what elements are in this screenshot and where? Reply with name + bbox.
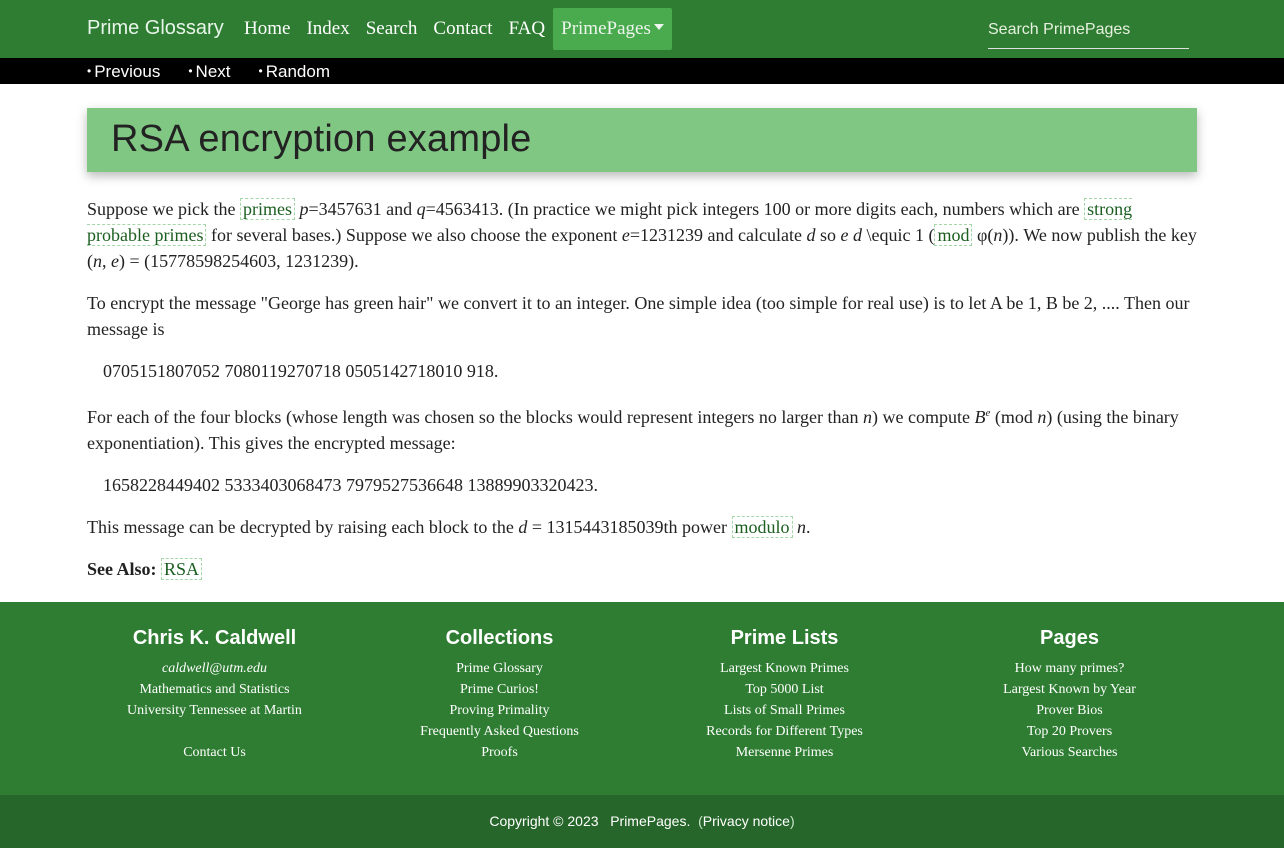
text: =1231239 and calculate: [629, 225, 807, 245]
superscript-e: e: [985, 407, 991, 419]
var-p: p: [299, 199, 309, 219]
footer-col-collections: [372, 626, 627, 763]
var-d: d: [806, 225, 816, 245]
text: ,: [102, 251, 111, 271]
footer-link[interactable]: Various Searches: [1021, 745, 1118, 760]
paren: (: [698, 813, 703, 829]
primepages-link[interactable]: PrimePages: [610, 813, 687, 829]
copyright-text: Copyright © 2023: [489, 813, 599, 829]
privacy-notice-link[interactable]: Privacy notice: [702, 813, 790, 829]
previous-link[interactable]: [87, 59, 160, 84]
page-title: RSA encryption example: [111, 118, 532, 160]
glossary-link-mod[interactable]: mod: [934, 224, 972, 246]
footer-col-title: Pages: [1040, 627, 1099, 649]
author-university: University Tennessee at Martin: [127, 703, 302, 718]
text: Suppose we pick the: [87, 199, 240, 219]
var-n: n: [862, 407, 872, 427]
footer-link[interactable]: Mersenne Primes: [735, 745, 834, 760]
caret-down-icon: [654, 24, 664, 30]
footer-col-prime-lists: [657, 626, 912, 763]
nav-index[interactable]: Index: [306, 18, 350, 39]
text: For each of the four blocks (whose length was chosen so the blocks would represent integers no larger than: [87, 407, 863, 427]
author-dept: Mathematics and Statistics: [139, 682, 290, 697]
copyright-bar: [0, 795, 1284, 848]
secondary-navbar: [0, 58, 1284, 84]
top-navbar: [0, 0, 1284, 58]
author-email-link[interactable]: caldwell@utm.edu: [161, 661, 268, 676]
footer-col-title: Collections: [445, 627, 554, 649]
footer-link[interactable]: How many primes?: [1014, 661, 1125, 676]
encrypted-blocks: 1658228449402 5333403068473 7979527536648 13889903320423.: [103, 475, 598, 495]
title-card: [87, 108, 1197, 172]
search-input[interactable]: [988, 16, 1189, 44]
paragraph-encode-message: To encrypt the message "George has green hair" we convert it to an integer. One simple idea (too simple for real use) is to let A be 1, B be 2, .... Then our message is: [87, 293, 1190, 339]
bullet-icon: •: [87, 64, 92, 78]
var-n: n: [993, 225, 1003, 245]
footer-col-author: [87, 626, 342, 763]
bullet-icon: •: [258, 64, 263, 78]
contact-us-link[interactable]: Contact Us: [183, 745, 246, 760]
footer-link[interactable]: Proofs: [481, 745, 518, 760]
text: (mod: [990, 407, 1038, 427]
text: =3457631 and: [308, 199, 417, 219]
text: =4563413. (In practice we might pick integers 100 or more digits each, numbers which are: [425, 199, 1085, 219]
main-content: [87, 196, 1197, 598]
footer-link[interactable]: Top 5000 List: [745, 682, 824, 697]
nav-links: [236, 8, 672, 50]
var-q: q: [416, 199, 426, 219]
paragraph-key-setup: [87, 196, 1197, 274]
text: \equic 1 (: [861, 225, 935, 245]
text: ) (using the binary exponentiation). This gives the encrypted message:: [87, 407, 1179, 453]
footer-col-title: Prime Lists: [730, 627, 839, 649]
nav-contact[interactable]: Contact: [433, 18, 493, 39]
footer-link[interactable]: Prime Glossary: [456, 661, 543, 676]
var-d: d: [852, 225, 862, 245]
previous-label: Previous: [94, 62, 161, 81]
plaintext-blocks: 0705151807052 7080119270718 0505142718010 918.: [103, 361, 499, 381]
footer-link[interactable]: Frequently Asked Questions: [420, 724, 579, 739]
var-e: e: [840, 225, 849, 245]
footer-link[interactable]: Prover Bios: [1036, 703, 1103, 718]
text: φ(: [972, 225, 994, 245]
text: )). We now publish the key (: [87, 225, 1197, 271]
var-e: e: [621, 225, 630, 245]
next-link[interactable]: [188, 59, 230, 84]
nav-search[interactable]: Search: [365, 18, 418, 39]
footer-link[interactable]: Largest Known Primes: [720, 661, 849, 676]
text: .: [686, 813, 699, 829]
text: for several bases.) Suppose we also choose the exponent: [206, 225, 622, 245]
next-label: Next: [195, 62, 231, 81]
glossary-link-modulo[interactable]: modulo: [732, 516, 793, 538]
footer-link[interactable]: Prime Curios!: [460, 682, 539, 697]
see-also-label: See Also:: [87, 559, 157, 579]
glossary-link-strong-probable-primes[interactable]: strong probable primes: [87, 199, 1133, 245]
text: = 1315443185039th power: [527, 517, 732, 537]
text: ) = (15778598254603, 1231239).: [119, 251, 359, 271]
footer-link[interactable]: Largest Known by Year: [1003, 682, 1136, 697]
see-also: [87, 556, 1197, 582]
var-n: n: [797, 517, 807, 537]
var-e: e: [111, 251, 119, 271]
footer-col-pages: [942, 626, 1197, 763]
paragraph-decrypt: [87, 514, 1197, 540]
text: so: [815, 225, 841, 245]
text: .: [806, 517, 811, 537]
var-n: n: [93, 251, 102, 271]
nav-primepages-dropdown[interactable]: [553, 8, 672, 50]
see-also-link-rsa[interactable]: RSA: [161, 558, 202, 580]
footer-link[interactable]: Proving Primality: [449, 703, 550, 718]
footer-link[interactable]: Lists of Small Primes: [724, 703, 845, 718]
nav-home[interactable]: Home: [244, 18, 291, 39]
random-label: Random: [265, 62, 330, 81]
paragraph-compute: [87, 400, 1197, 456]
footer-link[interactable]: Records for Different Types: [706, 724, 863, 739]
glossary-link-primes[interactable]: primes: [240, 198, 295, 220]
nav-primepages-label: PrimePages: [561, 18, 651, 39]
text: ) we compute: [871, 407, 975, 427]
paren: ): [789, 813, 795, 829]
var-b: B: [974, 407, 986, 427]
bullet-icon: •: [188, 64, 193, 78]
brand-link[interactable]: Prime Glossary: [87, 17, 224, 39]
footer-link[interactable]: Top 20 Provers: [1026, 724, 1113, 739]
random-link[interactable]: [259, 59, 330, 84]
text: This message can be decrypted by raising each block to the: [87, 517, 519, 537]
var-n: n: [1037, 407, 1047, 427]
footer-col-title: Chris K. Caldwell: [132, 627, 297, 649]
var-d: d: [518, 517, 528, 537]
search-box: [988, 16, 1189, 49]
footer: [0, 602, 1284, 795]
nav-faq[interactable]: FAQ: [508, 18, 546, 39]
